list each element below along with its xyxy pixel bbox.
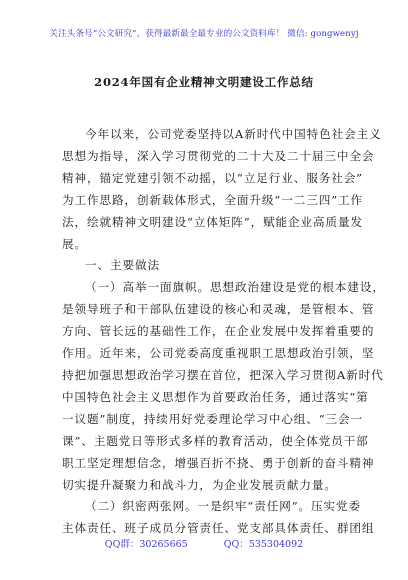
footer-contacts <box>0 536 408 550</box>
qq-number: QQ：535304092 <box>223 539 304 550</box>
document-body <box>62 124 385 540</box>
body-line: 主体责任、班子成员分管责任、党支部具体责任、群团组 <box>62 521 375 536</box>
qq-group-number: QQ群：30265665 <box>104 539 188 550</box>
body-line: （二）织密两张网。一是织牢“责任网”。压实党委 <box>85 499 362 514</box>
body-line: 课”、主题党日等形式多样的教育活动，使全体党员干部 <box>62 433 369 448</box>
body-line: 法，绘就精神文明建设“立体矩阵”，赋能企业高质量发 <box>62 214 364 229</box>
header-banner: 关注头条号“公文研究”，获得最新最全最专业的公文资料库！ 微信: gongwenyj <box>49 29 359 39</box>
body-line: 展。 <box>62 236 87 251</box>
body-line: 作用。近年来，公司党委高度重视职工思想政治引领，坚 <box>62 346 375 361</box>
body-line: 方向、管长远的基础性工作，在企业发展中发挥着重要的 <box>62 324 375 339</box>
body-line: 是领导班子和干部队伍建设的核心和灵魂，是管根本、管 <box>62 302 375 317</box>
section-heading: 一、主要做法 <box>85 258 160 273</box>
body-line: 思想为指导，深入学习贯彻党的二十大及二十届三中全会 <box>62 148 375 163</box>
body-line: 一议题”制度，持续用好党委理论学习中心组、“三会一 <box>62 411 364 426</box>
body-line: 精神，锚定党建引领不动摇，以“立足行业、服务社会” <box>62 170 364 185</box>
body-line: 切实提升凝聚力和战斗力，为企业发展贡献力量。 <box>62 477 337 492</box>
body-line: 职工坚定理想信念，增强百折不挠、勇于创新的奋斗精神 <box>62 455 375 470</box>
body-line: 持把加强思想政治学习摆在首位，把深入学习贯彻A新时代 <box>62 367 384 382</box>
body-line: 中国特色社会主义思想作为首要政治任务，通过落实“第 <box>62 389 369 404</box>
body-line: （一）高举一面旗帜。思想政治建设是党的根本建设， <box>85 280 385 295</box>
body-line: 为工作思路，创新载体形式，全面升级“一二三四”工作 <box>62 192 364 207</box>
body-line: 今年以来，公司党委坚持以A新时代中国特色社会主义 <box>85 127 382 141</box>
document-title: 2024年国有企业精神文明建设工作总结 <box>94 75 314 89</box>
